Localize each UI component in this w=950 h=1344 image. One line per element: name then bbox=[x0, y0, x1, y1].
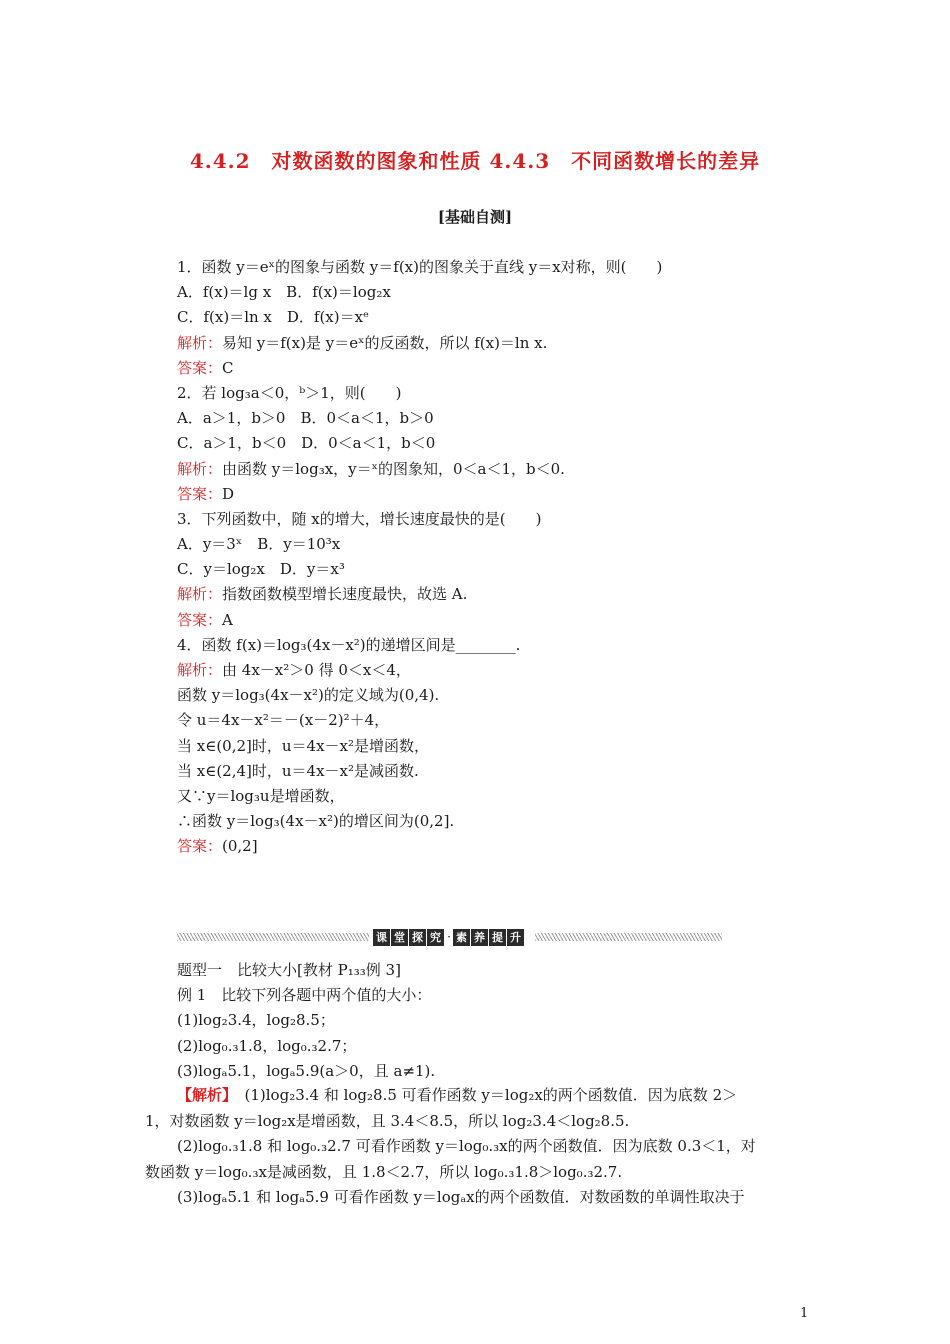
line-text: 3．下列函数中，随 x的增大，增长速度最快的是( ) bbox=[177, 509, 542, 528]
solution-text: 1，对数函数 y＝log₂x是增函数，且 3.4＜8.5，所以 log₂3.4＜log₂8.5. bbox=[145, 1111, 630, 1130]
solution-label: 【解析】 bbox=[177, 1086, 230, 1104]
section-banner bbox=[373, 927, 533, 947]
line-text: (0,2] bbox=[222, 837, 258, 856]
line-text: 令 u＝4x－x²＝－(x－2)²＋4， bbox=[177, 711, 390, 730]
exercise-line bbox=[177, 482, 817, 507]
line-text: A bbox=[222, 610, 233, 629]
text-line: 例 1 比较下列各题中两个值的大小： bbox=[177, 986, 432, 1005]
line-text: C．f(x)＝ln x D．f(x)＝xᵉ bbox=[177, 308, 369, 327]
banner-char: 探 bbox=[409, 929, 426, 946]
line-text: C．a＞1，b＜0 D．0＜a＜1，b＜0 bbox=[177, 434, 436, 453]
exercise-line bbox=[177, 784, 817, 809]
page-title: 4.4.2 对数函数的图象和性质 4.4.3 不同函数增长的差异 bbox=[189, 149, 761, 173]
exercise-line bbox=[177, 582, 817, 607]
banner-char: 养 bbox=[471, 929, 488, 946]
page-number: 1 bbox=[800, 1306, 809, 1321]
line-text: 1．函数 y＝eˣ的图象与函数 y＝f(x)的图象关于直线 y＝x对称，则( ) bbox=[177, 258, 663, 276]
exercise-line bbox=[177, 708, 817, 733]
line-text: C．y＝log₂x D．y＝x³ bbox=[177, 560, 345, 579]
line-text: 2．若 log₃a＜0，ᵇ＞1，则( ) bbox=[177, 383, 402, 402]
answer-label: 答案： bbox=[177, 837, 223, 856]
exercise-line bbox=[177, 255, 817, 280]
answer-label: 答案： bbox=[177, 358, 223, 377]
exercise-line bbox=[177, 658, 817, 683]
banner-char: 素 bbox=[453, 929, 470, 946]
line-text: 指数函数模型增长速度最快，故选 A. bbox=[222, 585, 468, 604]
solution-text: (3)logₐ5.1 和 logₐ5.9 可看作函数 y＝logₐx的两个函数值．对数函数的单调性取决于 bbox=[177, 1188, 745, 1206]
exercise-line bbox=[177, 683, 817, 708]
answer-label: 答案： bbox=[177, 484, 223, 503]
banner-dot: · bbox=[447, 929, 451, 944]
text-line: 题型一 比较大小[教材 P₁₃₃例 3] bbox=[177, 961, 401, 979]
line-text: 易知 y＝f(x)是 y＝eˣ的反函数，所以 f(x)＝ln x. bbox=[222, 333, 548, 352]
answer-label: 解析： bbox=[177, 585, 223, 604]
banner-char: 堂 bbox=[391, 929, 408, 946]
exercise-line bbox=[177, 305, 817, 330]
banner-char: 提 bbox=[489, 929, 506, 946]
line-text: 当 x∈(2,4]时，u＝4x－x²是减函数. bbox=[177, 761, 419, 780]
exercise-line bbox=[177, 356, 817, 381]
exercise-line bbox=[177, 834, 817, 859]
section-heading: [基础自测] bbox=[437, 208, 513, 226]
line-text: 由 4x－x²＞0 得 0＜x＜4， bbox=[222, 661, 411, 679]
line-text: A．a＞1，b＞0 B．0＜a＜1，b＞0 bbox=[177, 409, 434, 428]
exercise-list bbox=[177, 255, 817, 860]
text-line: (1)log₂3.4，log₂8.5； bbox=[177, 1011, 335, 1030]
solution-paragraph bbox=[145, 1083, 817, 1211]
exercise-line bbox=[177, 406, 817, 431]
line-text: ∴函数 y＝log₃(4x－x²)的增区间为(0,2]. bbox=[177, 812, 455, 831]
line-text: 由函数 y＝log₃x，y＝ˣ的图象知，0＜a＜1，b＜0. bbox=[222, 459, 565, 478]
answer-label: 解析： bbox=[177, 459, 223, 478]
example-section bbox=[177, 958, 817, 1084]
answer-label: 答案： bbox=[177, 610, 223, 629]
banner-char: 升 bbox=[507, 929, 524, 946]
text-line: (3)logₐ5.1，logₐ5.9(a＞0，且 a≠1). bbox=[177, 1061, 436, 1080]
exercise-line bbox=[177, 759, 817, 784]
divider-hatch-left bbox=[177, 933, 369, 941]
line-text: 又∵y＝log₃u是增函数， bbox=[177, 786, 345, 805]
solution-text: 数函数 y＝log₀.₃x是减函数，且 1.8＜2.7，所以 log₀.₃1.8＞log₀.₃2.7. bbox=[145, 1162, 623, 1181]
solution-text: (2)log₀.₃1.8 和 log₀.₃2.7 可看作函数 y＝log₀.₃x的两个函数值．因为底数 0.3＜1，对 bbox=[177, 1137, 756, 1155]
exercise-line bbox=[177, 532, 817, 557]
exercise-line bbox=[177, 734, 817, 759]
line-text: 4．函数 f(x)＝log₃(4x－x²)的递增区间是________. bbox=[177, 635, 521, 654]
text-line: (2)log₀.₃1.8，log₀.₃2.7； bbox=[177, 1036, 357, 1055]
divider-hatch-right bbox=[535, 933, 722, 941]
exercise-line bbox=[177, 633, 817, 658]
exercise-line bbox=[177, 280, 817, 305]
line-text: A．y＝3ˣ B．y＝10³x bbox=[177, 535, 341, 554]
answer-label: 解析： bbox=[177, 333, 223, 352]
exercise-line bbox=[177, 331, 817, 356]
exercise-line bbox=[177, 507, 817, 532]
exercise-line bbox=[177, 809, 817, 834]
answer-label: 解析： bbox=[177, 661, 223, 679]
exercise-line bbox=[177, 431, 817, 456]
exercise-line bbox=[177, 457, 817, 482]
solution-text: (1)log₂3.4 和 log₂8.5 可看作函数 y＝log₂x的两个函数值．因为底数 2＞ bbox=[229, 1086, 738, 1104]
line-text: A．f(x)＝lg x B．f(x)＝log₂x bbox=[177, 283, 391, 302]
exercise-line bbox=[177, 557, 817, 582]
line-text: 当 x∈(0,2]时，u＝4x－x²是增函数， bbox=[177, 736, 430, 755]
banner-char: 课 bbox=[373, 929, 390, 946]
section-divider bbox=[177, 927, 722, 947]
line-text: D bbox=[222, 484, 235, 503]
line-text: 函数 y＝log₃(4x－x²)的定义域为(0,4). bbox=[177, 686, 440, 705]
banner-char: 究 bbox=[427, 929, 444, 946]
exercise-line bbox=[177, 608, 817, 633]
line-text: C bbox=[222, 358, 234, 377]
exercise-line bbox=[177, 381, 817, 406]
